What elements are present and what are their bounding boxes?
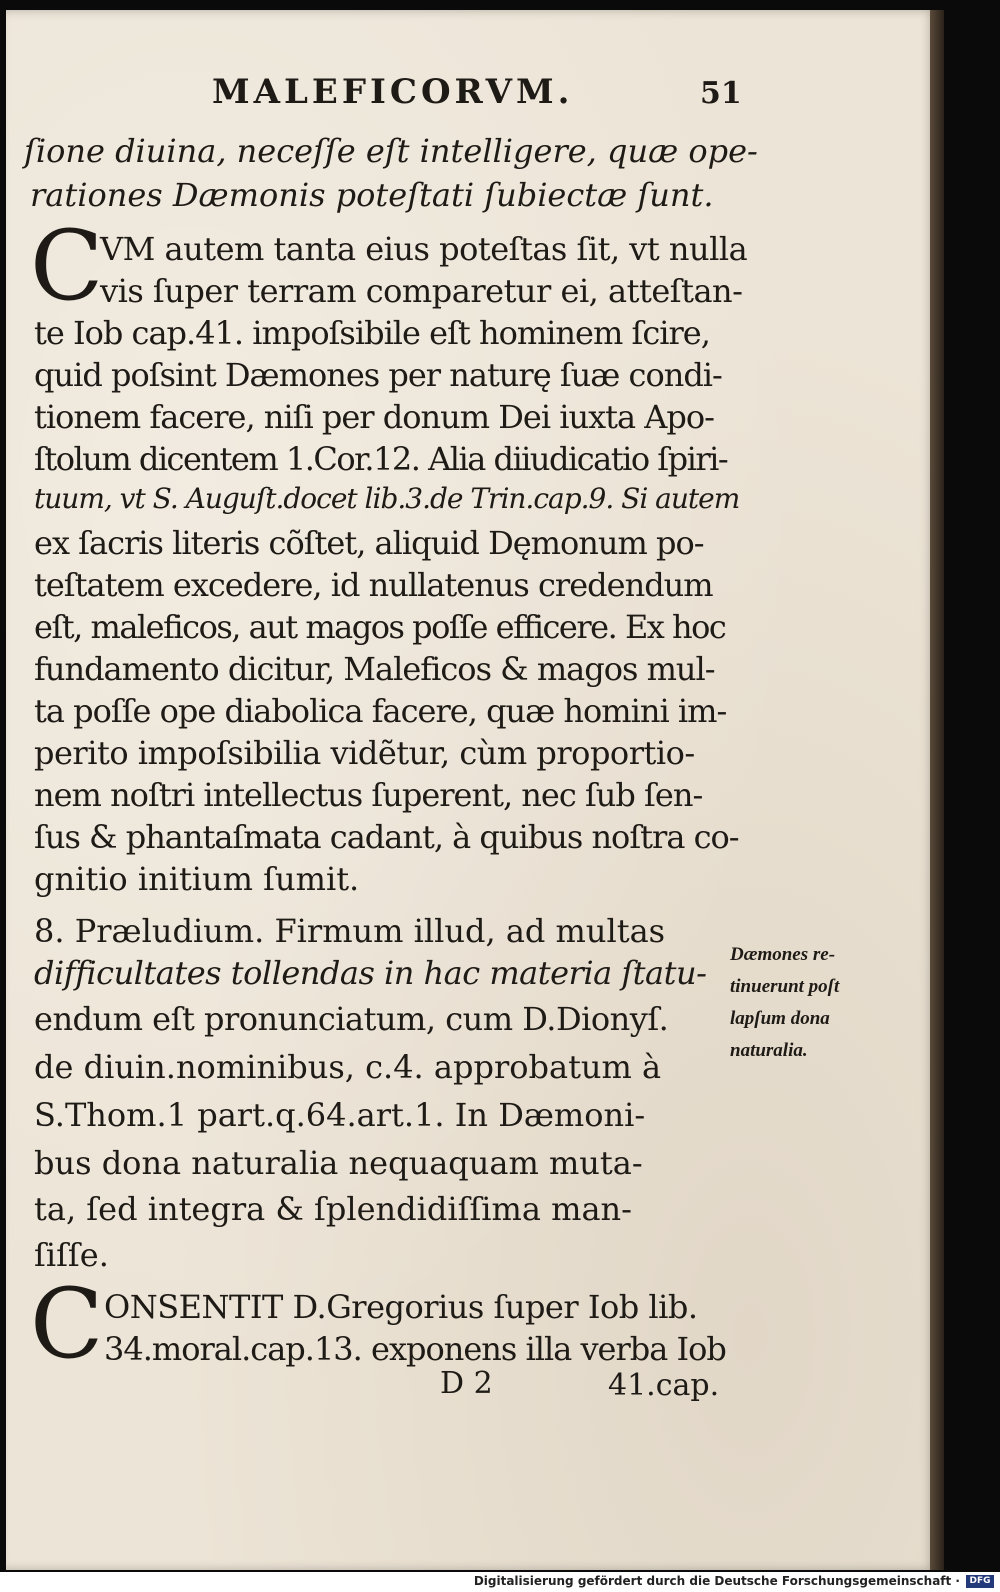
text-line: VM autem tanta eius poteſtas ſit, vt nulla (100, 230, 748, 268)
text-line: ex ſacris literis cõſtet, aliquid Dęmonum po- (34, 524, 704, 562)
text-line: fundamento dicitur, Maleficos & magos mul- (34, 650, 715, 688)
footer-bar (0, 1572, 1000, 1592)
drop-cap-1: C (30, 210, 104, 322)
text-line: ſiſſe. (34, 1236, 109, 1274)
text-line: ta, ſed integra & ſplendidiſſima man- (34, 1190, 632, 1228)
signature-mark: D 2 (440, 1366, 493, 1401)
text-line: rationes Dæmonis poteſtati ſubiectæ ſunt. (30, 176, 714, 214)
text-line: ſione diuina, neceſſe eſt intelligere, quæ ope- (24, 132, 758, 170)
text-line: ta poſſe ope diabolica facere, quæ homini im- (34, 692, 727, 730)
text-line: perito impoſsibilia vidẽtur, cùm proportio- (34, 734, 695, 772)
text-line: S.Thom.1 part.q.64.art.1. In Dæmoni- (34, 1096, 646, 1134)
text-line: bus dona naturalia nequaquam muta- (34, 1144, 643, 1182)
text-line: tuum, vt S. Auguſt.docet lib.3.de Trin.cap.9. Si autem (34, 482, 740, 515)
text-line: te Iob cap.41. impoſsibile eſt hominem ſcire, (34, 314, 710, 352)
text-line: nem noſtri intellectus ſuperent, nec ſub ſen- (34, 776, 703, 814)
text-line: teſtatem excedere, id nullatenus credendum (34, 566, 713, 604)
text-line: 8. Præludium. Firmum illud, ad multas (34, 912, 666, 950)
text-line: tionem facere, niſi per donum Dei iuxta Apo- (34, 398, 714, 436)
text-line: difficultates tollendas in hac materia ſtatu- (34, 954, 707, 992)
text-line: gnitio initium ſumit. (34, 860, 360, 898)
text-line: de diuin.nominibus, c.4. approbatum à (34, 1048, 662, 1086)
margin-note-line: tinuerunt poſt (730, 976, 840, 997)
text-line: 34.moral.cap.13. exponens illa verba Iob (104, 1330, 726, 1368)
text-line: ONSENTIT D.Gregorius ſuper Iob lib. (104, 1288, 698, 1326)
catchword: 41.cap. (608, 1368, 720, 1403)
text-line: ſtolum dicentem 1.Cor.12. Alia diiudicatio ſpiri- (34, 440, 728, 478)
margin-note-line: Dæmones re- (730, 944, 836, 965)
text-line: quid poſsint Dæmones per naturę ſuæ condi- (34, 356, 722, 394)
text-line: vis ſuper terram comparetur ei, atteſtan- (100, 272, 743, 310)
text-line: ſus & phantaſmata cadant, à quibus noſtra co- (34, 818, 739, 856)
text-line: eſt, maleficos, aut magos poſſe efficere. Ex hoc (34, 608, 726, 646)
margin-note-line: naturalia. (730, 1040, 808, 1061)
margin-note-line: lapſum dona (730, 1008, 830, 1029)
text-line: endum eſt pronunciatum, cum D.Dionyſ. (34, 1000, 669, 1038)
footer-credit: Digitalisierung gefördert durch die Deutsche Forschungsgemeinschaft · (473, 1574, 960, 1588)
dfg-logo-icon: DFG (966, 1575, 994, 1588)
page-number: 51 (700, 76, 742, 111)
drop-cap-2: C (30, 1268, 104, 1380)
running-head: MALEFICORVM. (212, 72, 574, 112)
page-edge-shadow (930, 10, 944, 1570)
